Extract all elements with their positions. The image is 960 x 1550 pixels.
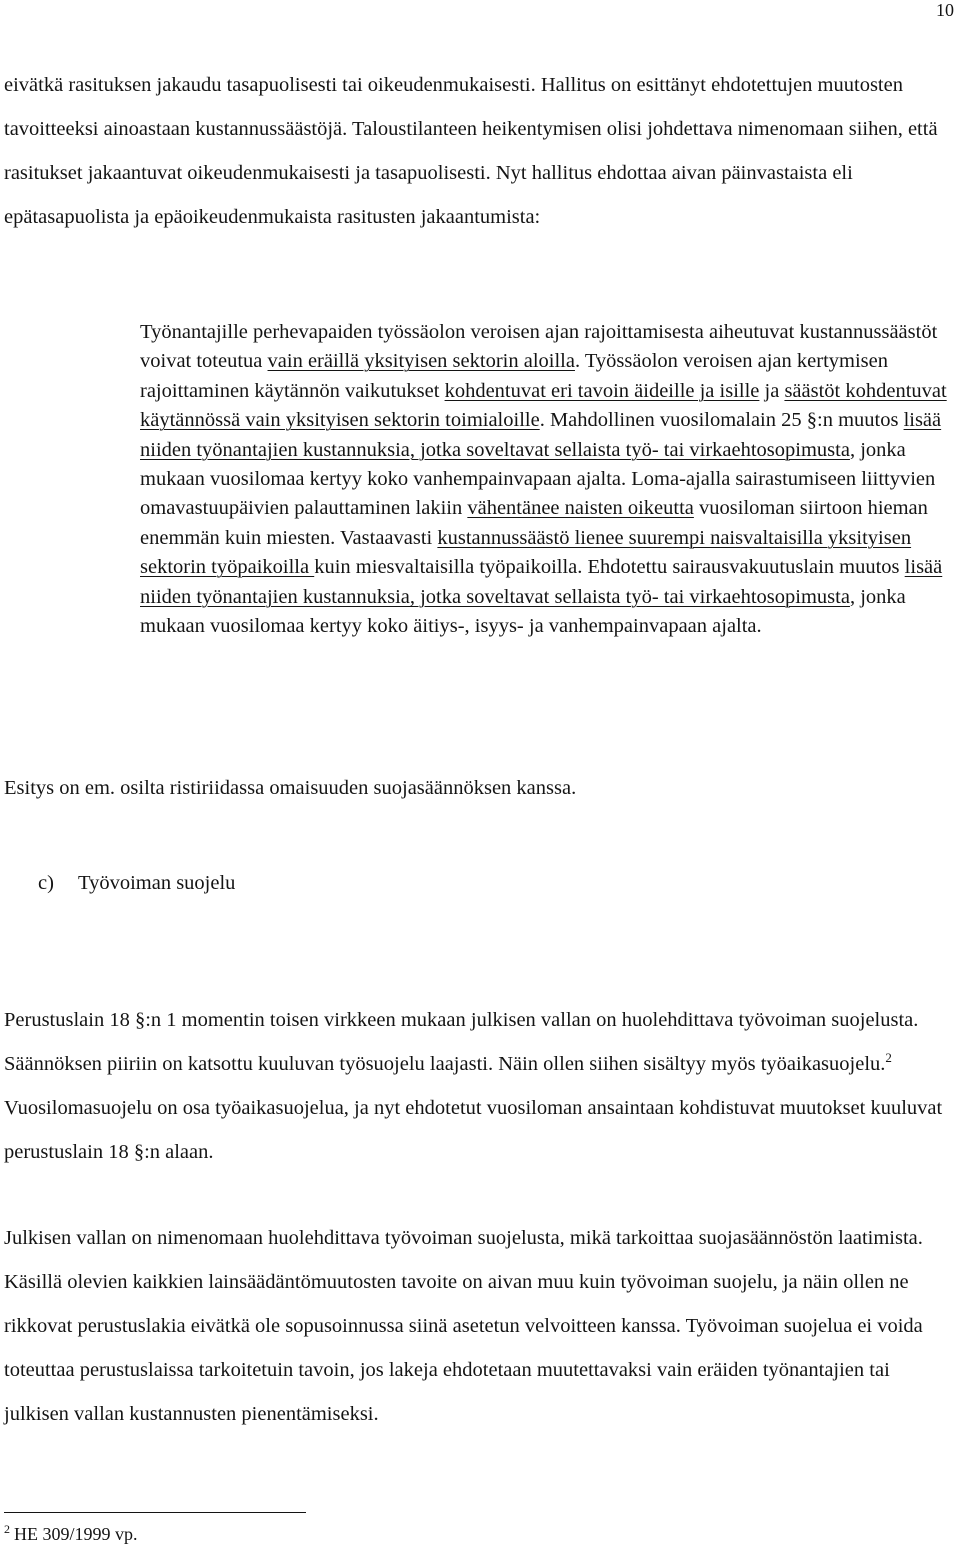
footnote-text: HE 309/1999 vp.: [14, 1524, 138, 1544]
quote-underlined-text: vain eräillä yksityisen sektorin aloilla: [267, 350, 575, 373]
quote-text: kuin miesvaltaisilla työpaikoilla. Ehdotettu sairausvakuutuslain muutos: [314, 556, 905, 579]
quote-text: , jonka mukaan vuosilomaa kertyy koko vanhempainvapaan ajalta. Loma-ajalla sairastumiseen liittyvien omavastuupäivien palauttaminen lakiin: [140, 438, 936, 520]
body-paragraph-intro: eivätkä rasituksen jakaudu tasapuolisesti tai oikeudenmukaisesti. Hallitus on esittänyt ehdotettujen muutosten tavoitteeksi ainoastaan kustannussäästöjä. Taloustilanteen heikentymisen olisi johdettava nimenomaan siihen, että rasitukset jakaantuvat oikeudenmukaisesti ja tasapuolisesti. Nyt hallitus ehdottaa aivan päinvastaista eli epätasapuolista ja epäoikeudenmukaista rasitusten jakaantumista:: [4, 74, 938, 228]
block-quote: [140, 318, 955, 641]
quote-underlined-text: säästöt kohdentuvat käytännössä vain yksityisen sektorin toimialoille: [140, 379, 947, 432]
quote-text: . Mahdollinen vuosilomalain 25 §:n muutos: [539, 409, 904, 432]
quote-underlined-text: vähentänee naisten oikeutta: [467, 497, 694, 520]
paragraph-text: Vuosilomasuojelu on osa työaikasuojelua, ja nyt ehdotetut vuosiloman ansaintaan kohdistuvat muutokset kuuluvat perustuslain 18 §:n alaan.: [4, 1097, 943, 1163]
section-heading: [38, 872, 235, 895]
quote-text: , jonka mukaan vuosilomaa kertyy koko äitiys-, isyys- ja vanhempainvapaan ajalta.: [140, 585, 906, 638]
footnote: [4, 1524, 138, 1545]
body-paragraph-conclusion: Esitys on em. osilta ristiriidassa omaisuuden suojasäännöksen kanssa.: [4, 777, 577, 799]
quote-text: ja: [759, 379, 785, 402]
quote-underlined-text: kustannussäästö lienee suurempi naisvaltaisilla yksityisen sektorin työpaikoilla: [140, 526, 912, 579]
paragraph-text: Perustuslain 18 §:n 1 momentin toisen virkkeen mukaan julkisen vallan on huolehdittava työvoiman suojelusta. Säännöksen piiriin on katsottu kuuluvan työsuojelu laajasti. Näin ollen siihen sisältyy myös työaikasuojelu.: [4, 1009, 919, 1075]
quote-underlined-text: lisää niiden työnantajien kustannuksia, jotka soveltavat sellaista työ- tai virkaehtosopimusta: [140, 409, 942, 461]
page-number: 10: [936, 0, 954, 20]
body-paragraph-public-authority: Julkisen vallan on nimenomaan huolehdittava työvoiman suojelusta, mikä tarkoittaa suojasäännöstön laatimista. Käsillä olevien kaikkien lainsäädäntömuutosten tavoite on aivan muu kuin työvoiman suojelu, ja näin ollen ne rikkovat perustuslakia eivätkä ole sopusoinnussa siinä asetetun velvoitteen kanssa. Työvoiman suojelua ei voida toteuttaa perustuslaissa tarkoitetuin tavoin, jos lakeja ehdotetaan muutettavaksi vain eräiden työnantajien tai julkisen vallan kustannusten pienentämiseksi.: [4, 1227, 923, 1425]
body-paragraph-protection: [4, 998, 954, 1174]
section-number: c): [38, 872, 54, 894]
quote-underlined-text: lisää niiden työnantajien kustannuksia, jotka soveltavat sellaista työ- tai virkaehtosopimusta: [140, 556, 943, 608]
quote-text: . Työssäolon veroisen ajan kertymisen rajoittaminen käytännön vaikutukset: [140, 350, 888, 402]
footnote-reference: 2: [885, 1050, 892, 1065]
quote-text: Työnantajille perhevapaiden työssäolon veroisen ajan rajoittamisesta aiheutuvat kustannussäästöt voivat toteutua: [140, 321, 938, 373]
footnote-divider: [4, 1512, 306, 1513]
quote-underlined-text: kohdentuvat eri tavoin äideille ja isille: [444, 379, 760, 402]
quote-text: vuosiloman siirtoon hieman enemmän kuin miesten. Vastaavasti: [140, 497, 928, 549]
footnote-number: 2: [4, 1522, 10, 1536]
section-title: Työvoiman suojelu: [78, 872, 236, 894]
